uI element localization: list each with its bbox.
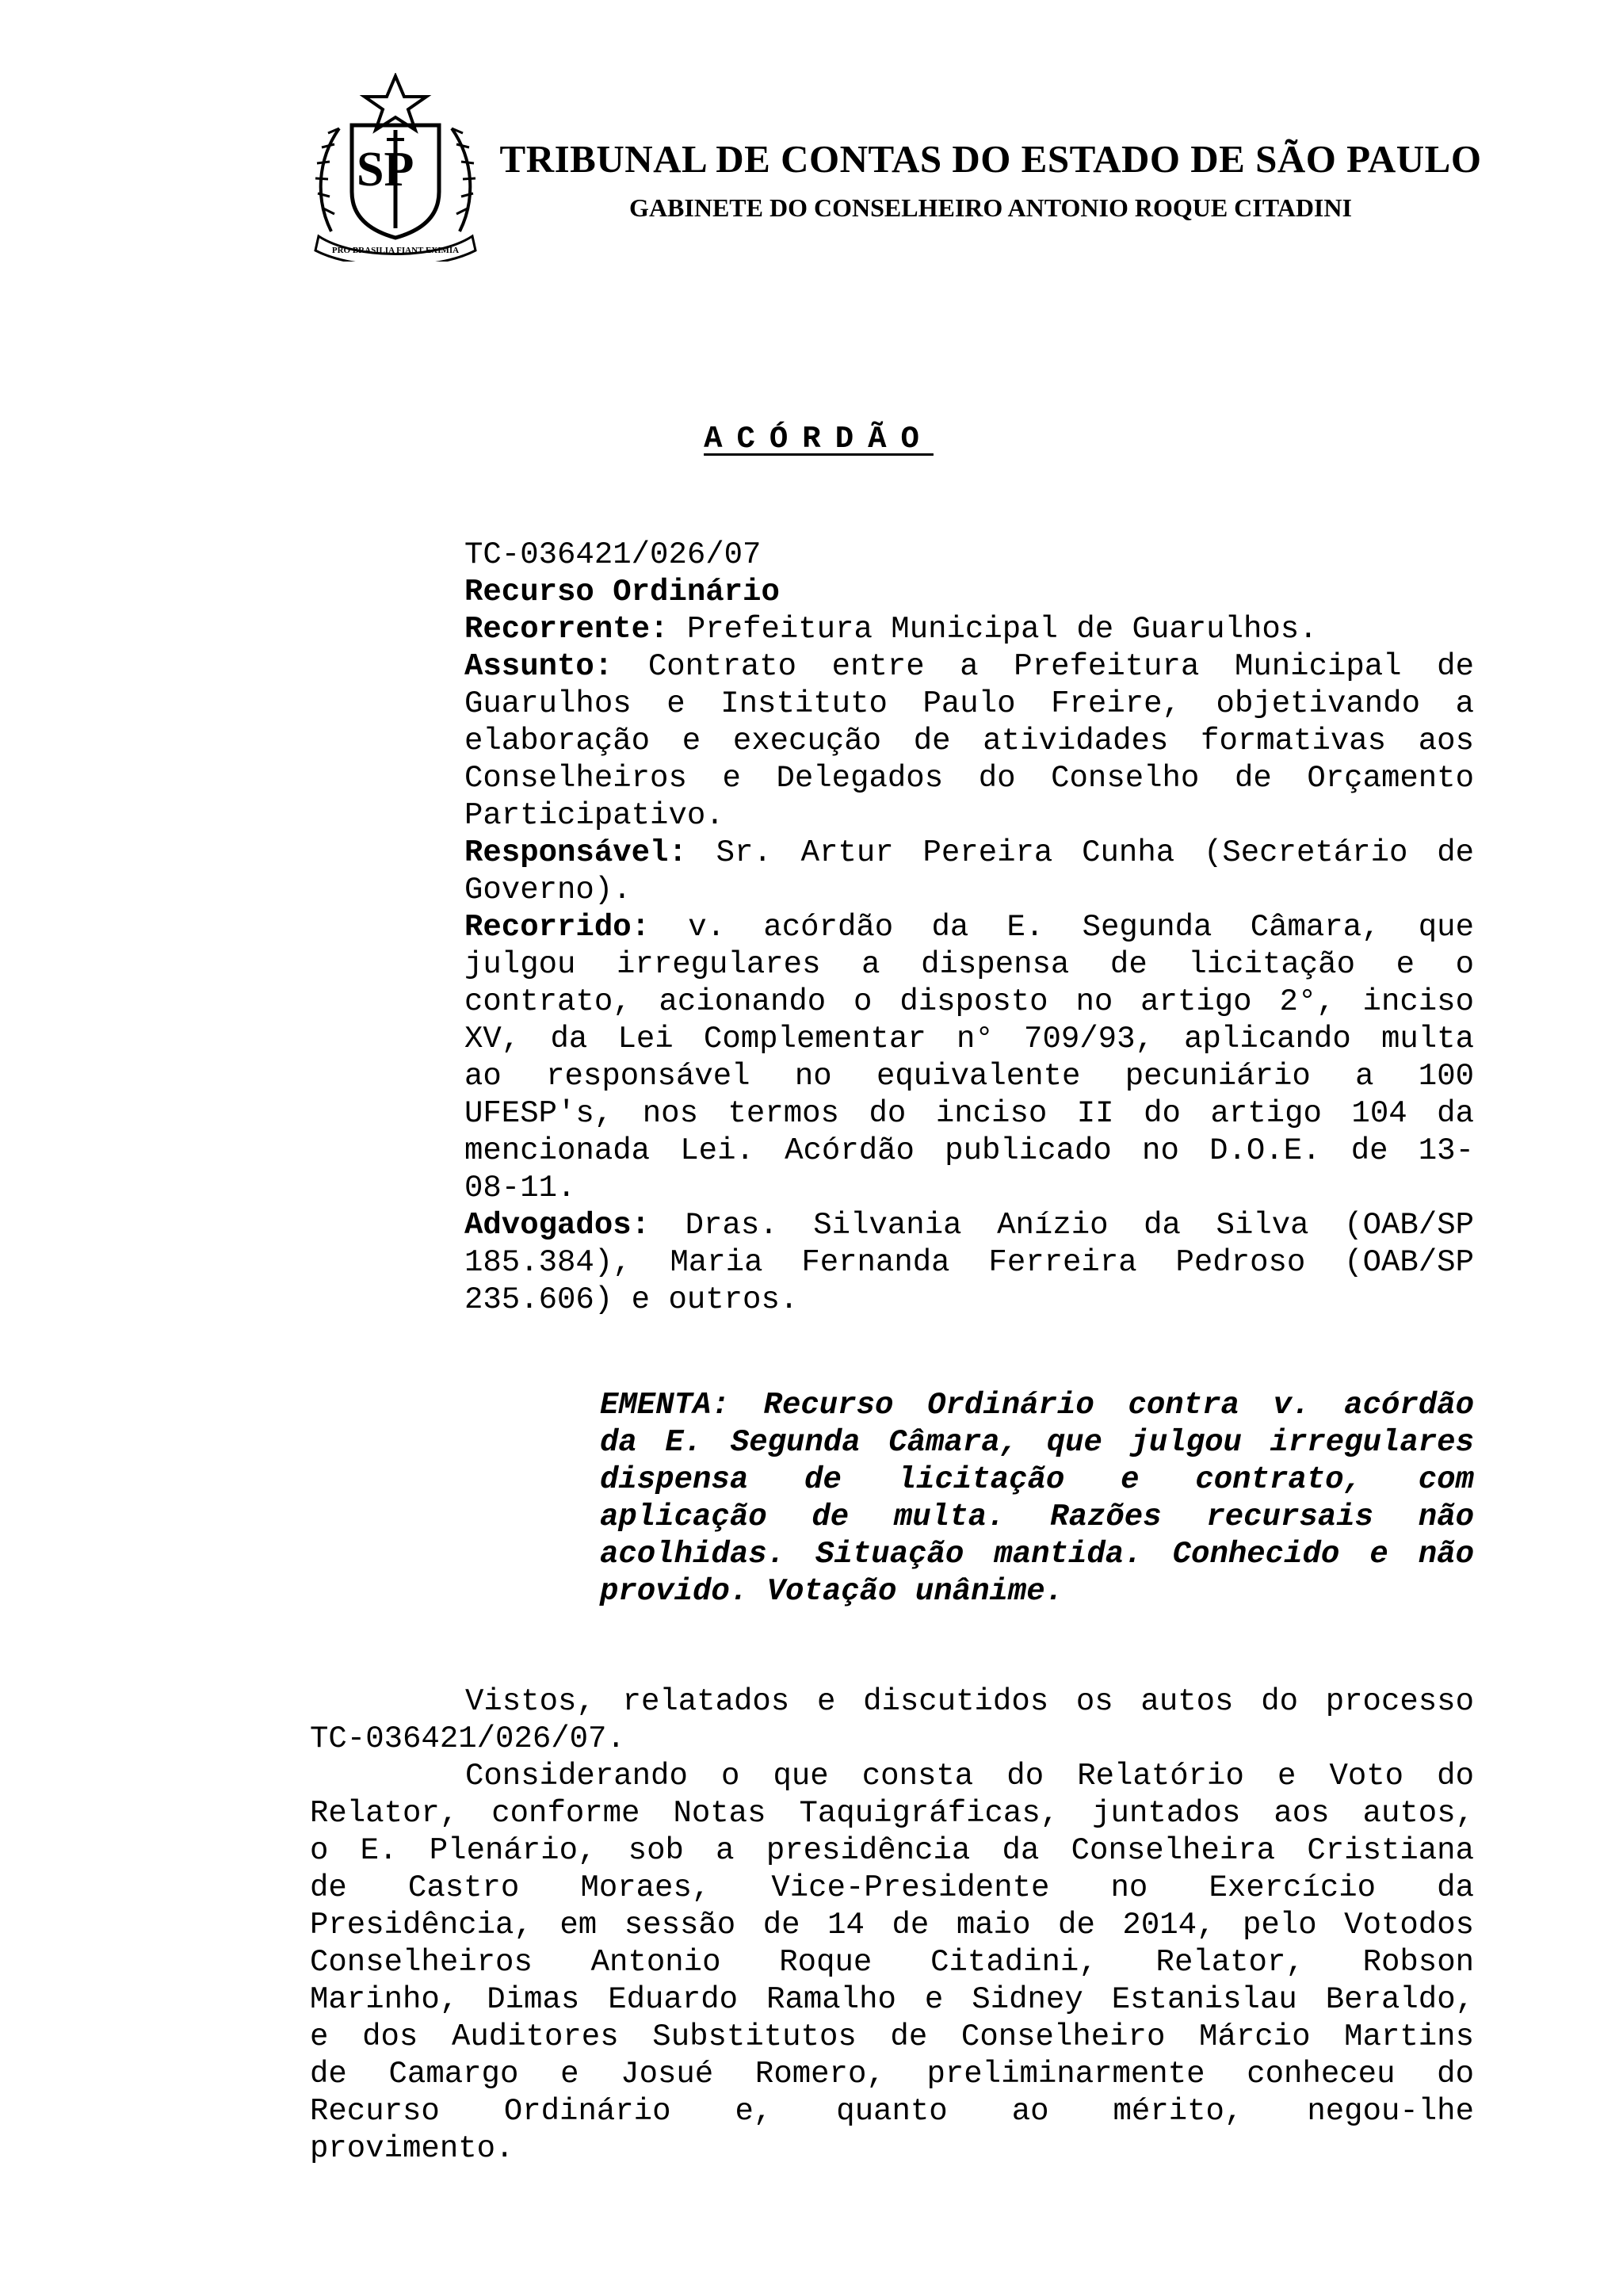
- process-line: [464, 1095, 1474, 1133]
- body-line: TC-036421/026/07.: [310, 1721, 625, 1756]
- process-field-text: v. acórdão da E. Segunda Câmara, que: [650, 910, 1474, 945]
- decision-body: [310, 1683, 1474, 2168]
- process-field-text: TC-036421/026/07: [464, 537, 762, 572]
- process-line: [464, 1282, 1474, 1319]
- process-field-text: Contrato entre a Prefeitura Municipal de: [613, 649, 1474, 684]
- body-line: Marinho, Dimas Eduardo Ramalho e Sidney Estanislau Beraldo,: [310, 1982, 1474, 2017]
- process-line: [464, 611, 1474, 648]
- process-field-text: 235.606) e outros.: [464, 1282, 799, 1317]
- process-line: [464, 760, 1474, 797]
- sao-paulo-coat-of-arms-seal: [307, 73, 483, 262]
- process-field-text: julgou irregulares a dispensa de licitação e o: [464, 947, 1474, 982]
- process-line: [464, 797, 1474, 835]
- ementa-summary: [600, 1387, 1474, 1610]
- process-field-text: Sr. Artur Pereira Cunha (Secretário de: [686, 835, 1474, 870]
- process-line: [464, 946, 1474, 984]
- ementa-line: aplicação de multa. Razões recursais não: [600, 1499, 1474, 1534]
- process-field-text: XV, da Lei Complementar n° 709/93, aplicando multa: [464, 1022, 1474, 1056]
- process-field-label: Advogados:: [464, 1208, 651, 1243]
- ementa-line: EMENTA: Recurso Ordinário contra v. acórdão: [600, 1388, 1474, 1423]
- process-line: [464, 984, 1474, 1021]
- ementa-line: provido. Votação unânime.: [600, 1574, 1064, 1609]
- process-field-text: 185.384), Maria Fernanda Ferreira Pedroso (OAB/SP: [464, 1245, 1474, 1280]
- body-line: Relator, conforme Notas Taquigráficas, juntados aos autos,: [310, 1796, 1474, 1831]
- process-line: [464, 909, 1474, 946]
- process-field-text: Dras. Silvania Anízio da Silva (OAB/SP: [650, 1208, 1474, 1243]
- ementa-line: da E. Segunda Câmara, que julgou irregulares: [600, 1425, 1474, 1460]
- body-line: o E. Plenário, sob a presidência da Conselheira Cristiana: [310, 1833, 1474, 1868]
- ementa-line: dispensa de licitação e contrato, com: [600, 1462, 1474, 1497]
- cabinet-subtitle: GABINETE DO CONSELHEIRO ANTONIO ROQUE CITADINI: [629, 193, 1352, 222]
- ementa-line: acolhidas. Situação mantida. Conhecido e não: [600, 1537, 1474, 1572]
- acordao-heading: ACÓRDÃO: [704, 422, 934, 457]
- body-line: Considerando o que consta do Relatório e Voto do: [465, 1759, 1474, 1794]
- document-title: [0, 422, 1623, 457]
- process-field-label: Recorrente:: [464, 612, 669, 647]
- process-field-text: contrato, acionando o disposto no artigo 2°, inciso: [464, 984, 1474, 1019]
- process-field-label: Recorrido:: [464, 910, 651, 945]
- process-field-text: Participativo.: [464, 798, 724, 833]
- seal-motto: PRO BRASILIA FIANT EXIMIA: [331, 246, 460, 255]
- process-line: [464, 1207, 1474, 1244]
- process-line: [464, 686, 1474, 723]
- process-details: [464, 537, 1474, 1319]
- body-line: Conselheiros Antonio Roque Citadini, Relator, Robson: [310, 1945, 1474, 1980]
- process-field-label: Recurso Ordinário: [464, 575, 780, 609]
- body-line: Recurso Ordinário e, quanto ao mérito, negou-lhe: [310, 2094, 1474, 2129]
- process-field-text: 08-11.: [464, 1171, 576, 1205]
- process-line: [464, 1021, 1474, 1058]
- seal-letters: SP: [357, 143, 414, 197]
- process-field-text: Governo).: [464, 873, 632, 907]
- process-field-text: Conselheiros e Delegados do Conselho de Orçamento: [464, 761, 1474, 796]
- body-line: de Castro Moraes, Vice-Presidente no Exercício da: [310, 1870, 1474, 1905]
- process-field-text: Prefeitura Municipal de Guarulhos.: [668, 612, 1318, 647]
- process-field-text: mencionada Lei. Acórdão publicado no D.O.E. de 13-: [464, 1133, 1474, 1168]
- process-line: [464, 1244, 1474, 1282]
- process-field-text: elaboração e execução de atividades formativas aos: [464, 724, 1474, 758]
- process-field-text: ao responsável no equivalente pecuniário a 100: [464, 1059, 1474, 1094]
- process-line: [464, 648, 1474, 686]
- process-line: [464, 723, 1474, 760]
- process-line: [464, 1058, 1474, 1095]
- process-line: [464, 1170, 1474, 1207]
- process-field-text: Guarulhos e Instituto Paulo Freire, objetivando a: [464, 686, 1474, 721]
- body-line: provimento.: [310, 2131, 514, 2166]
- process-line: [464, 537, 1474, 574]
- body-line: e dos Auditores Substitutos de Conselheiro Márcio Martins: [310, 2019, 1474, 2054]
- institution-title: TRIBUNAL DE CONTAS DO ESTADO DE SÃO PAULO: [499, 137, 1482, 181]
- body-line: Vistos, relatados e discutidos os autos do processo: [465, 1684, 1474, 1719]
- process-line: [464, 872, 1474, 909]
- body-line: de Camargo e Josué Romero, preliminarmente conheceu do: [310, 2057, 1474, 2092]
- process-field-text: UFESP's, nos termos do inciso II do artigo 104 da: [464, 1096, 1474, 1131]
- process-field-label: Responsável:: [464, 835, 687, 870]
- process-line: [464, 1133, 1474, 1170]
- process-line: [464, 835, 1474, 872]
- body-line: Presidência, em sessão de 14 de maio de 2014, pelo Votodos: [310, 1908, 1474, 1943]
- process-field-label: Assunto:: [464, 649, 613, 684]
- process-line: [464, 574, 1474, 611]
